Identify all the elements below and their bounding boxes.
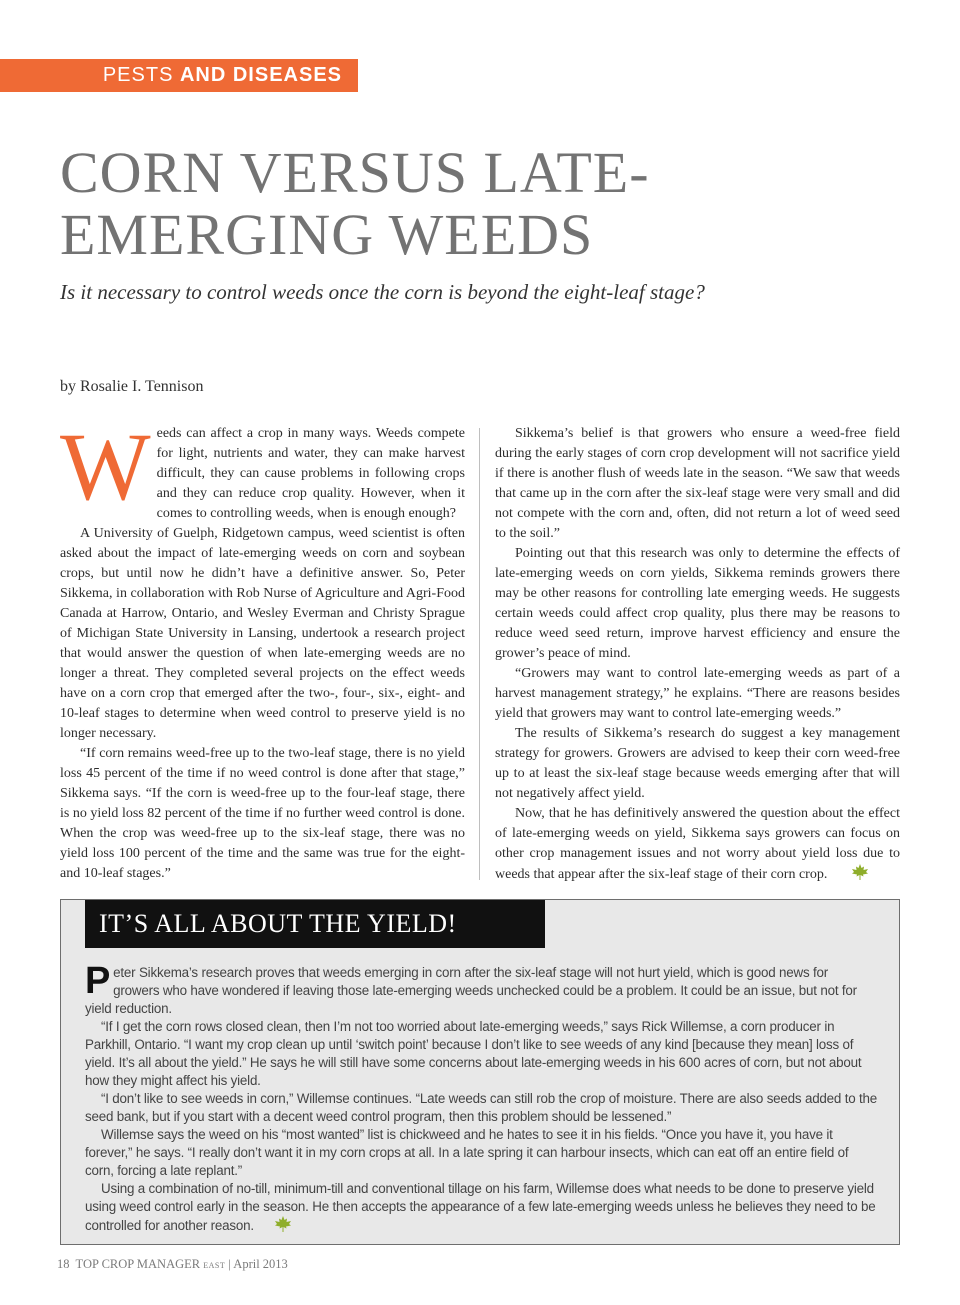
sidebar-paragraph: Willemse says the weed on his “most wanted” list is chickweed and he hates to see it in his fields. “Once you have it, you have it forever,” he says. “I really don’t want it in my corn crops at all. In a late spring it can harbour insects, which can eat off an entire field of corn, forcing a late replant.” xyxy=(85,1127,849,1178)
article-subtitle: Is it necessary to control weeds once the corn is beyond the eight-leaf stage? xyxy=(60,280,705,304)
sidebar-body xyxy=(85,960,878,1237)
sidebar-paragraph xyxy=(85,1180,877,1237)
sidebar-paragraph: “If I get the corn rows closed clean, then I’m not too worried about late-emerging weeds,” says Rick Willemse, a corn producer in Parkhill, Ontario. “I want my crop clean up until ‘switch point’ because I don’t like to see weeds of any kind [because they mean] loss of yield. It’s all about the yield.” He says he will still have some concerns about late-emerging weeds in his 600 acres of corn, but not about how they might affect his yield. xyxy=(85,1019,862,1088)
section-banner xyxy=(0,59,358,92)
sidebar-drop-cap: P xyxy=(85,960,111,1002)
maple-leaf-end-icon xyxy=(258,1216,292,1237)
sidebar-title: IT’S ALL ABOUT THE YIELD! xyxy=(85,900,545,948)
sidebar-paragraph: “I don’t like to see weeds in corn,” Willemse continues. “Late weeds can still rob the crop of moisture. There are also seeds added to the seed bank, but if you start with a decent weed control program, then this problem should be lessened.” xyxy=(85,1091,878,1124)
issue-date: April 2013 xyxy=(233,1257,288,1271)
paragraph: The results of Sikkema’s research do suggest a key management strategy for growers. Growers are advised to keep their corn weed-free up to at least the six-leaf stage because weeds emerging after that will not negatively affect yield. xyxy=(495,726,900,801)
magazine-name: TOP CROP MANAGER xyxy=(75,1257,201,1271)
page-number: 18 xyxy=(57,1257,70,1271)
maple-leaf-end-icon xyxy=(831,864,869,887)
column-divider xyxy=(479,428,480,880)
paragraph: Pointing out that this research was only to determine the effects of late-emerging weeds on corn yields, Sikkema reminds growers there may be other reasons for controlling late emerging weeds. He suggests certain weeds could affect crop quality, plus there may be reasons to reduce weed seed return, improve harvest efficiency and ensure the grower’s peace of mind. xyxy=(495,546,900,661)
byline: by Rosalie I. Tennison xyxy=(60,378,204,395)
paragraph-text: eeds can affect a crop in many ways. Weeds compete for light, nutrients and water, they can make harvest difficult, they can cause problems in following crops and they can reduce crop quality. However, when it comes to controlling weeds, when is enough enough? xyxy=(156,426,465,521)
sidebar-paragraph-text: eter Sikkema’s research proves that weeds emerging in corn after the six-leaf stage will not hurt yield, which is good news for growers who have wondered if leaving those late-emerging weeds unchecked could be a problem. It could be an issue, but not for yield reduction. xyxy=(85,965,857,1016)
paragraph: “If corn remains weed-free up to the two-leaf stage, there is no yield loss 45 percent of the time if no weed control is done after that stage,” Sikkema says. “If the corn is weed-free up to the four-leaf stage, there is no yield loss 82 percent of the time if no further weed control is done. When the crop was weed-free up to the six-leaf stage, there was no yield loss 100 percent of the time and the same was true for the eight- and 10-leaf stages.” xyxy=(60,746,465,881)
drop-cap: W xyxy=(60,413,151,520)
paragraph xyxy=(60,413,465,524)
section-label-bold: AND DISEASES xyxy=(179,64,342,86)
sidebar-paragraph-text: Using a combination of no-till, minimum-till and conventional tillage on his farm, Willemse does what needs to be done to preserve yield using weed control early in the season. He then accepts the appearance of a few late-emerging weeds unless he believes they need to be controlled for another reason. xyxy=(85,1181,876,1233)
section-label-light: PESTS xyxy=(102,64,180,86)
footer-separator: | xyxy=(228,1257,231,1271)
paragraph xyxy=(495,804,900,887)
left-column xyxy=(60,413,465,884)
sidebar-box xyxy=(60,899,900,1245)
magazine-edition: EAST xyxy=(203,1261,226,1270)
sidebar-paragraph xyxy=(85,960,877,1018)
paragraph-text: Now, that he has definitively answered the question about the effect of late-emerging weeds on yield, Sikkema says growers can focus on other crop management issues and not worry about yield loss due to weeds that appear after the six-leaf stage of their corn crop. xyxy=(495,806,900,882)
page-footer xyxy=(57,1257,288,1272)
paragraph: “Growers may want to control late-emerging weeds as part of a harvest management strategy,” he explains. “There are reasons besides yield that growers may want to control late-emerging weeds.” xyxy=(495,666,900,721)
right-column xyxy=(495,424,900,887)
paragraph: Sikkema’s belief is that growers who ensure a weed-free field during the early stages of corn crop development will not sacrifice yield if there is another flush of weeds late in the season. “We saw that weeds that came up in the corn after the six-leaf stage were very small and did not compete with the corn and, often, did not return a lot of weed seed to the soil.” xyxy=(495,426,900,541)
article-title: CORN VERSUS LATE-EMERGING WEEDS xyxy=(60,140,650,267)
paragraph: A University of Guelph, Ridgetown campus, weed scientist is often asked about the impact of late-emerging weeds on corn and soybean crops, but until now he didn’t have a definitive answer. So, Peter Sikkema, in collaboration with Rob Nurse of Agriculture and Agri-Food Canada at Harrow, Ontario, and Wesley Everman and Christy Sprague of Michigan State University in Lansing, undertook a research project that would answer the question of when late-emerging weeds are no longer a threat. They completed several projects on the effect weeds have on a corn crop that emerged after the two-, four-, six-, eight- and 10-leaf stages to determine when weed control to preserve yield is no longer necessary. xyxy=(60,526,465,741)
